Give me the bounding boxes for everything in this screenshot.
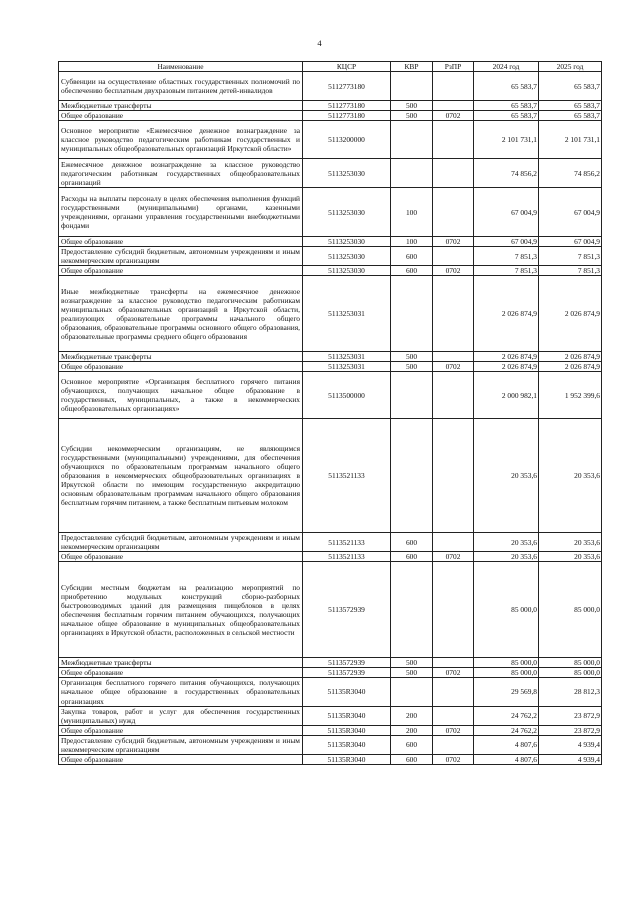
table-cell-2025: 20 353,6 (539, 419, 602, 533)
table-cell-2025: 65 583,7 (539, 111, 602, 121)
table-cell-kcsr: 5113200000 (303, 121, 391, 159)
table-cell-2024: 2 026 874,9 (474, 276, 539, 352)
header-name: Наименование (59, 62, 303, 72)
table-cell-kcsr: 5113521133 (303, 552, 391, 562)
table-cell-2024: 74 856,2 (474, 159, 539, 188)
table-row (59, 111, 602, 121)
table-row (59, 552, 602, 562)
table-cell-2024: 4 807,6 (474, 735, 539, 754)
table-cell-2024: 29 569,8 (474, 678, 539, 706)
table-cell-name: Организация бесплатного горячего питания обучающихся, получающих начальное общее образование в государственных образовательных организациях (59, 678, 303, 706)
table-cell-rzpr: 0702 (433, 552, 474, 562)
table-row (59, 72, 602, 101)
table-cell-name: Межбюджетные трансферты (59, 101, 303, 111)
table-cell-2025: 4 939,4 (539, 735, 602, 754)
table-cell-rzpr (433, 372, 474, 419)
table-cell-kvr: 200 (391, 725, 433, 735)
table-cell-name: Расходы на выплаты персоналу в целях обеспечения выполнения функций государственными (муниципальными) органами, казенными учреждениями, органами управления государственными внебюджетными фондами (59, 188, 303, 237)
table-cell-kcsr: 5113253030 (303, 247, 391, 266)
table-cell-2024: 7 851,3 (474, 247, 539, 266)
table-cell-name: Предоставление субсидий бюджетным, автономным учреждениям и иным некоммерческим организациям (59, 533, 303, 552)
table-cell-name: Общее образование (59, 237, 303, 247)
table-cell-2025: 2 026 874,9 (539, 276, 602, 352)
table-cell-2024: 20 353,6 (474, 552, 539, 562)
header-rzpr: РзПР (433, 62, 474, 72)
table-cell-kvr: 600 (391, 754, 433, 764)
table-cell-kvr: 500 (391, 362, 433, 372)
table-cell-2025: 20 353,6 (539, 533, 602, 552)
table-row (59, 266, 602, 276)
table-cell-rzpr (433, 188, 474, 237)
table-row (59, 121, 602, 159)
table-cell-2024: 24 762,2 (474, 706, 539, 725)
table-cell-2025: 2 101 731,1 (539, 121, 602, 159)
table-row (59, 372, 602, 419)
header-2024: 2024 год (474, 62, 539, 72)
table-cell-2024: 2 026 874,9 (474, 362, 539, 372)
header-kcsr: КЦСР (303, 62, 391, 72)
table-cell-rzpr (433, 419, 474, 533)
table-cell-kcsr: 5112773180 (303, 101, 391, 111)
table-cell-kcsr: 5113253030 (303, 266, 391, 276)
table-cell-kvr (391, 372, 433, 419)
table-cell-kvr: 500 (391, 111, 433, 121)
table-cell-rzpr: 0702 (433, 362, 474, 372)
table-cell-2024: 24 762,2 (474, 725, 539, 735)
table-cell-rzpr (433, 276, 474, 352)
header-2025: 2025 год (539, 62, 602, 72)
table-cell-name: Общее образование (59, 668, 303, 678)
table-cell-rzpr: 0702 (433, 754, 474, 764)
table-cell-name: Ежемесячное денежное вознаграждение за классное руководство педагогическим работникам государственных общеобразовательных организаций (59, 159, 303, 188)
table-cell-2025: 23 872,9 (539, 725, 602, 735)
table-cell-name: Межбюджетные трансферты (59, 352, 303, 362)
table-cell-name: Предоставление субсидий бюджетным, автономным учреждениям и иным некоммерческим организациям (59, 735, 303, 754)
table-row (59, 247, 602, 266)
table-cell-name: Общее образование (59, 725, 303, 735)
table-cell-kcsr: 5113253031 (303, 362, 391, 372)
table-cell-2025: 20 353,6 (539, 552, 602, 562)
table-cell-rzpr: 0702 (433, 266, 474, 276)
table-cell-rzpr (433, 352, 474, 362)
table-cell-kvr: 500 (391, 658, 433, 668)
table-cell-name: Иные межбюджетные трансферты на ежемесячное денежное вознаграждение за классное руководство педагогическим работникам муниципальных образовательных организаций в Иркутской области, реализующих образовательные программы начального общего образования, образовательные программы основного общего образования, образовательные программы среднего общего образования (59, 276, 303, 352)
table-cell-rzpr (433, 159, 474, 188)
table-cell-2024: 20 353,6 (474, 419, 539, 533)
table-cell-kvr (391, 678, 433, 706)
table-cell-2024: 20 353,6 (474, 533, 539, 552)
table-row (59, 562, 602, 658)
table-cell-2024: 67 004,9 (474, 237, 539, 247)
table-cell-kcsr: 5113253031 (303, 352, 391, 362)
table-cell-rzpr (433, 247, 474, 266)
table-cell-2024: 2 026 874,9 (474, 352, 539, 362)
table-cell-2025: 67 004,9 (539, 188, 602, 237)
table-cell-2025: 65 583,7 (539, 101, 602, 111)
table-cell-kvr: 600 (391, 552, 433, 562)
table-cell-2024: 7 851,3 (474, 266, 539, 276)
table-cell-kcsr: 5112773180 (303, 72, 391, 101)
table-cell-name: Закупка товаров, работ и услуг для обеспечения государственных (муниципальных) нужд (59, 706, 303, 725)
table-cell-kvr: 200 (391, 706, 433, 725)
table-cell-kvr: 100 (391, 188, 433, 237)
table-cell-kvr (391, 276, 433, 352)
table-cell-name: Общее образование (59, 266, 303, 276)
table-cell-2025: 23 872,9 (539, 706, 602, 725)
table-cell-2024: 2 000 982,1 (474, 372, 539, 419)
table-cell-kvr (391, 121, 433, 159)
table-cell-2024: 67 004,9 (474, 188, 539, 237)
table-cell-2025: 7 851,3 (539, 247, 602, 266)
table-cell-2024: 2 101 731,1 (474, 121, 539, 159)
table-cell-kvr: 100 (391, 237, 433, 247)
table-cell-kvr: 500 (391, 101, 433, 111)
table-cell-kcsr: 5112773180 (303, 111, 391, 121)
table-row (59, 658, 602, 668)
table-cell-2025: 85 000,0 (539, 658, 602, 668)
table-cell-2025: 74 856,2 (539, 159, 602, 188)
table-cell-kvr: 500 (391, 668, 433, 678)
table-cell-2024: 4 807,6 (474, 754, 539, 764)
table-cell-kvr (391, 419, 433, 533)
table-cell-2025: 2 026 874,9 (539, 362, 602, 372)
table-cell-2025: 1 952 399,6 (539, 372, 602, 419)
table-cell-name: Предоставление субсидий бюджетным, автономным учреждениям и иным некоммерческим организациям (59, 247, 303, 266)
table-cell-rzpr (433, 706, 474, 725)
table-cell-2025: 85 000,0 (539, 562, 602, 658)
table-cell-kcsr: 5113521133 (303, 533, 391, 552)
table-cell-kvr: 600 (391, 533, 433, 552)
table-cell-kcsr: 51135R3040 (303, 735, 391, 754)
table-cell-name: Общее образование (59, 362, 303, 372)
table-cell-rzpr: 0702 (433, 237, 474, 247)
table-row (59, 706, 602, 725)
table-row (59, 237, 602, 247)
table-row (59, 188, 602, 237)
table-cell-kcsr: 5113253030 (303, 188, 391, 237)
table-cell-kvr (391, 159, 433, 188)
table-cell-rzpr (433, 562, 474, 658)
table-cell-kcsr: 51135R3040 (303, 725, 391, 735)
table-cell-kcsr: 51135R3040 (303, 678, 391, 706)
table-row (59, 725, 602, 735)
table-cell-kvr: 600 (391, 247, 433, 266)
table-cell-2024: 65 583,7 (474, 101, 539, 111)
table-cell-rzpr (433, 72, 474, 101)
table-cell-2024: 65 583,7 (474, 111, 539, 121)
table-cell-2024: 85 000,0 (474, 668, 539, 678)
table-cell-2024: 65 583,7 (474, 72, 539, 101)
table-cell-rzpr: 0702 (433, 668, 474, 678)
table-row (59, 276, 602, 352)
table-cell-kcsr: 5113572939 (303, 562, 391, 658)
table-cell-rzpr (433, 533, 474, 552)
table-cell-kcsr: 5113500000 (303, 372, 391, 419)
table-cell-kcsr: 5113253030 (303, 237, 391, 247)
table-row (59, 352, 602, 362)
table-cell-kvr: 600 (391, 735, 433, 754)
table-cell-2025: 28 812,3 (539, 678, 602, 706)
table-cell-2024: 85 000,0 (474, 658, 539, 668)
table-cell-rzpr (433, 121, 474, 159)
table-row (59, 754, 602, 764)
table-cell-name: Субсидии некоммерческим организациям, не являющимся государственными (муниципальными) учреждениями, для обеспечения обучающихся по образовательным программам начального общего образования в некоммерческих общеобразовательных организациях в Иркутской области по имеющим государственную аккредитацию основным образовательным программам начального общего образования бесплатным горячим питанием, а также бесплатным питьевым молоком (59, 419, 303, 533)
table-cell-name: Основное мероприятие «Организация бесплатного горячего питания обучающихся, получающих начальное общее образование в государственных, муниципальных, а также в некоммерческих общеобразовательных организациях» (59, 372, 303, 419)
table-cell-rzpr (433, 678, 474, 706)
table-cell-rzpr (433, 735, 474, 754)
table-cell-kcsr: 5113253030 (303, 159, 391, 188)
budget-table (58, 61, 602, 765)
table-row (59, 668, 602, 678)
table-row (59, 159, 602, 188)
table-cell-name: Основное мероприятие «Ежемесячное денежное вознаграждение за классное руководство педагогическим работникам государственных и муниципальных общеобразовательных организаций Иркутской области» (59, 121, 303, 159)
table-cell-2024: 85 000,0 (474, 562, 539, 658)
table-row (59, 419, 602, 533)
table-cell-kcsr: 51135R3040 (303, 754, 391, 764)
table-cell-kcsr: 5113521133 (303, 419, 391, 533)
table-cell-kcsr: 5113572939 (303, 658, 391, 668)
table-row (59, 101, 602, 111)
table-cell-rzpr: 0702 (433, 111, 474, 121)
table-cell-kcsr: 5113572939 (303, 668, 391, 678)
table-cell-2025: 7 851,3 (539, 266, 602, 276)
table-cell-2025: 85 000,0 (539, 668, 602, 678)
table-cell-rzpr (433, 658, 474, 668)
table-cell-name: Общее образование (59, 552, 303, 562)
table-cell-kvr: 500 (391, 352, 433, 362)
table-cell-kvr (391, 562, 433, 658)
table-cell-name: Общее образование (59, 754, 303, 764)
header-kvr: КВР (391, 62, 433, 72)
table-cell-2025: 4 939,4 (539, 754, 602, 764)
table-cell-name: Субсидии местным бюджетам на реализацию мероприятий по приобретению модульных конструкций сборно-разборных быстровозводимых зданий для размещения пищеблоков в целях обеспечения бесплатным горячим питанием обучающихся, получающих начальное общее образование в муниципальных общеобразовательных организациях в Иркутской области, расположенных в сельской местности (59, 562, 303, 658)
table-cell-2025: 67 004,9 (539, 237, 602, 247)
table-cell-2025: 2 026 874,9 (539, 352, 602, 362)
table-cell-kvr (391, 72, 433, 101)
table-cell-kvr: 600 (391, 266, 433, 276)
table-cell-name: Субвенции на осуществление областных государственных полномочий по обеспечению бесплатным двухразовым питанием детей-инвалидов (59, 72, 303, 101)
table-cell-name: Общее образование (59, 111, 303, 121)
table-row (59, 678, 602, 706)
table-cell-rzpr: 0702 (433, 725, 474, 735)
table-cell-name: Межбюджетные трансферты (59, 658, 303, 668)
table-row (59, 533, 602, 552)
table-cell-2025: 65 583,7 (539, 72, 602, 101)
table-cell-rzpr (433, 101, 474, 111)
table-cell-kcsr: 5113253031 (303, 276, 391, 352)
page-number: 4 (317, 38, 322, 48)
table-header-row (59, 62, 602, 72)
table-row (59, 362, 602, 372)
table-cell-kcsr: 51135R3040 (303, 706, 391, 725)
table-row (59, 735, 602, 754)
